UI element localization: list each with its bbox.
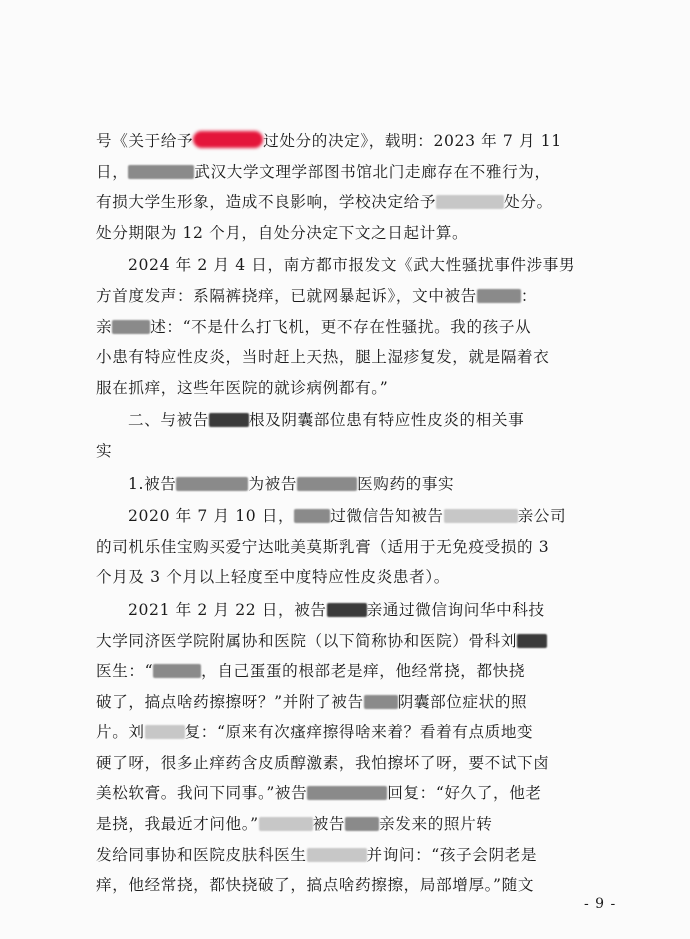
text-run: 硬了呀，很多止痒药含皮质醇激素，我怕擦坏了呀，要不试下卤 — [96, 753, 550, 772]
text-run: 是挠，我最近才问他。” — [96, 815, 259, 834]
text-line — [96, 187, 616, 218]
text-line — [96, 312, 616, 343]
redaction-mark — [294, 509, 330, 523]
text-run: 处分期限为 12 个月，自处分决定下文之日起计算。 — [96, 223, 469, 242]
text-run: 有损大学生形象，造成不良影响，学校决定给予 — [96, 193, 437, 212]
text-run: 2020 年 7 月 10 日， — [128, 507, 295, 526]
text-line — [96, 626, 616, 657]
text-run: 根及阴囊部位患有特应性皮炎的相关事 — [248, 411, 525, 430]
text-line — [96, 562, 616, 593]
text-run: 亲通过微信询问华中科技 — [366, 600, 545, 619]
text-line — [96, 532, 616, 563]
text-line — [96, 342, 616, 373]
text-run: 为被告 — [248, 474, 298, 493]
text-run: ，自己蛋蛋的根部老是痒，他经常挠，都快挠 — [201, 662, 526, 681]
text-run: 亲 — [96, 317, 113, 336]
text-run: 医购药的事实 — [357, 474, 455, 493]
redaction-mark — [477, 289, 521, 303]
text-run: 实 — [96, 441, 113, 460]
text-run: 服在抓痒，这些年医院的就诊病例都有。” — [96, 378, 389, 397]
redaction-mark — [436, 195, 504, 209]
text-run: 并询问：“孩子会阴老是 — [366, 845, 538, 864]
text-run: 美松软膏。我问下同事。”被告 — [96, 784, 308, 803]
text-run: ： — [520, 286, 538, 305]
document-body — [96, 126, 616, 901]
text-run: 2021 年 2 月 22 日，被告 — [128, 600, 327, 619]
text-line — [96, 501, 616, 532]
text-run: 述：“不是什么打飞机，更不存在性骚扰。我的孩子从 — [150, 317, 532, 336]
redaction-mark — [259, 817, 313, 831]
text-run: 阴囊部位症状的照 — [397, 692, 528, 711]
text-line — [96, 218, 616, 249]
text-run: 发给同事协和医院皮肤科医生 — [96, 845, 307, 864]
redaction-mark — [345, 817, 379, 831]
text-line — [96, 250, 616, 281]
text-line — [96, 373, 616, 404]
text-run: 破了，搞点啥药擦擦呀？”并附了被告 — [96, 692, 364, 711]
text-run: 方首度发声：系隔裤挠痒，已就网暴起诉》，文中被告 — [96, 286, 477, 305]
text-run: 被告 — [312, 815, 346, 834]
text-line — [96, 687, 616, 718]
redaction-mark — [153, 664, 201, 678]
redaction-mark — [517, 634, 547, 648]
redaction-mark — [209, 413, 249, 427]
text-run: 大学同济医学院附属协和医院（以下简称协和医院）骨科刘 — [96, 631, 518, 650]
text-run: 亲公司 — [517, 507, 567, 526]
subsection-heading — [96, 469, 616, 500]
redaction-mark — [444, 509, 518, 523]
text-run: 片。刘 — [96, 723, 145, 742]
page-number: - 9 - — [584, 896, 617, 912]
redaction-mark — [128, 165, 194, 179]
text-run: 小患有特应性皮炎，当时赶上天热，腿上湿疹复发，就是隔着衣 — [96, 348, 550, 367]
text-run: 过处分的决定》，载明：2023 年 7 月 11 — [263, 132, 562, 150]
text-run: 1.被告 — [128, 474, 177, 493]
text-run: 随文 — [501, 876, 535, 895]
text-line — [96, 281, 616, 312]
text-run: 日， — [96, 162, 129, 181]
text-line — [96, 809, 616, 840]
text-line — [96, 656, 616, 687]
redaction-mark — [145, 725, 185, 739]
redaction-mark — [112, 320, 150, 334]
text-line — [96, 717, 616, 748]
text-run: 二、与被告 — [128, 411, 209, 430]
text-run: 的司机乐佳宝购买爱宁达吡美莫斯乳膏（适用于无免疫受损的 3 — [96, 537, 550, 556]
redaction-mark — [176, 477, 248, 491]
text-line — [96, 870, 616, 901]
section-heading — [96, 436, 616, 467]
text-run: 处分。 — [504, 193, 553, 212]
text-run: 回复：“好久了，他老 — [387, 784, 542, 803]
text-run: 医生：“ — [96, 662, 154, 681]
text-line — [96, 778, 616, 809]
text-run: 号《关于给予 — [96, 132, 194, 150]
redaction-mark — [297, 477, 357, 491]
text-run: 痒，他经常挠，都快挠破了，搞点啥药擦擦，局部增厚。” — [96, 876, 502, 895]
text-line — [96, 748, 616, 779]
text-run: 2024 年 2 月 4 日，南方都市报发文《武大性骚扰事件涉事男 — [128, 256, 576, 275]
section-heading — [96, 405, 616, 436]
text-line — [96, 157, 616, 188]
redaction-mark — [327, 603, 367, 617]
text-line — [96, 840, 616, 871]
text-run: 亲发来的照片转 — [379, 815, 493, 834]
text-run: 个月及 3 个月以上轻度至中度特应性皮炎患者）。 — [96, 568, 450, 587]
redaction-mark — [193, 131, 263, 148]
text-run: 武汉大学文理学部图书馆北门走廊存在不雅行为， — [194, 162, 551, 181]
text-line — [96, 595, 616, 626]
redaction-mark — [307, 848, 367, 862]
text-run: 过微信告知被告 — [330, 507, 444, 526]
redaction-mark — [307, 786, 387, 800]
text-line — [96, 126, 616, 157]
text-run: 复：“原来有次瘙痒擦得啥来着？看着有点质地变 — [184, 723, 534, 742]
redaction-mark — [364, 695, 398, 709]
